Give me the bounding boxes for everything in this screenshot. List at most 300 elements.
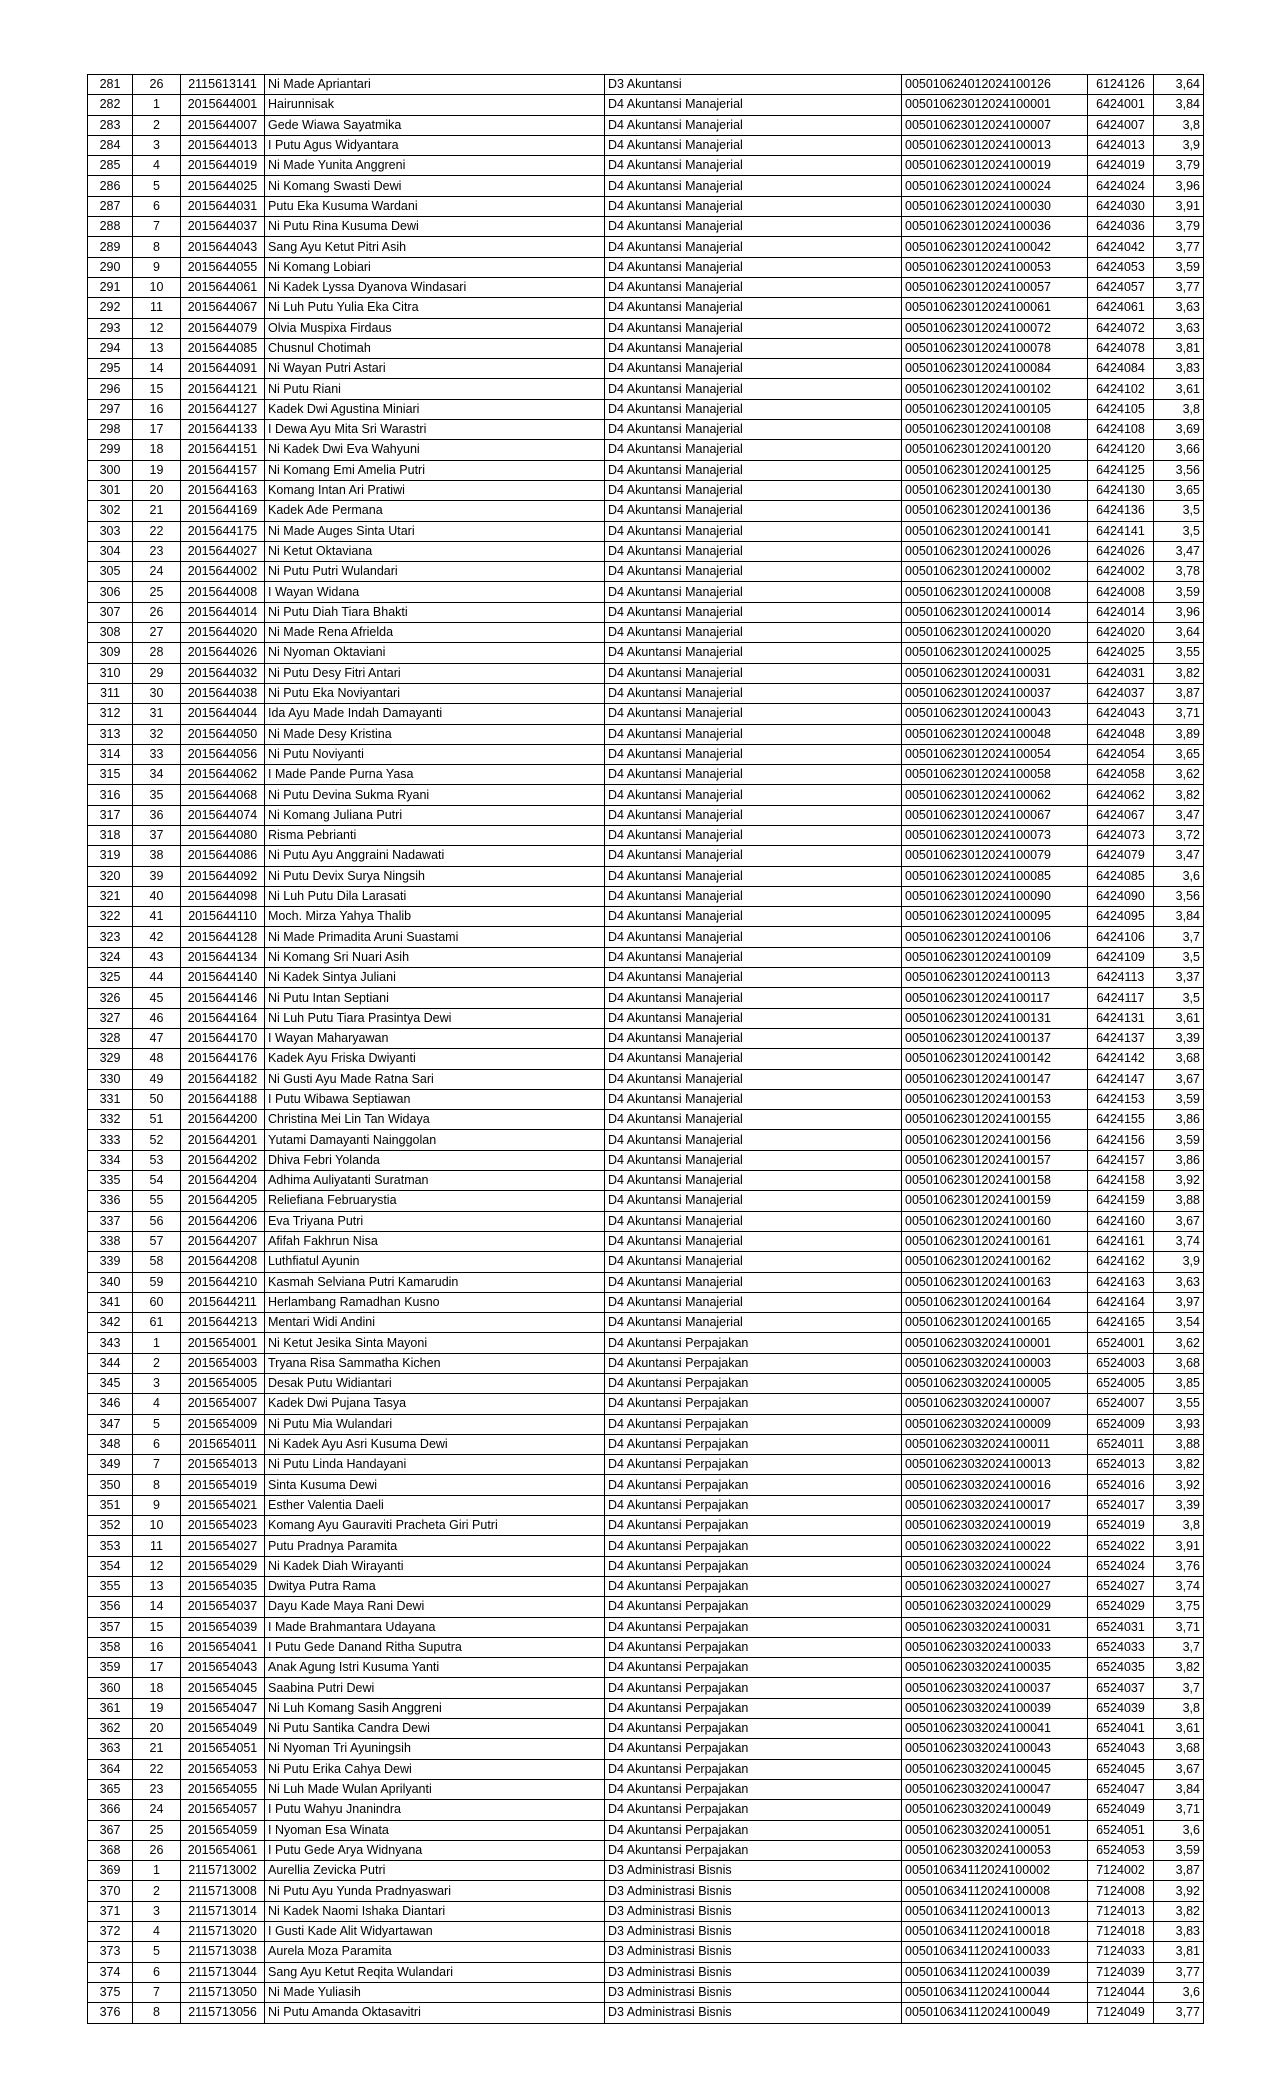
student-name-cell: Putu Eka Kusuma Wardani <box>265 196 605 216</box>
row-number-cell: 322 <box>88 907 133 927</box>
student-id-cell: 2015644121 <box>181 379 265 399</box>
serial-number-cell: 6524024 <box>1088 1556 1154 1576</box>
table-row <box>88 237 1204 257</box>
gpa-cell: 3,65 <box>1154 744 1204 764</box>
student-id-cell: 2015644164 <box>181 1008 265 1028</box>
study-program-cell: D4 Akuntansi Manajerial <box>605 460 902 480</box>
table-row <box>88 1028 1204 1048</box>
student-id-cell: 2015644014 <box>181 602 265 622</box>
serial-number-cell: 6424031 <box>1088 663 1154 683</box>
student-id-cell: 2015644043 <box>181 237 265 257</box>
student-name-cell: I Wayan Widana <box>265 582 605 602</box>
student-id-cell: 2015654051 <box>181 1739 265 1759</box>
gpa-cell: 3,83 <box>1154 1922 1204 1942</box>
row-number-cell: 326 <box>88 988 133 1008</box>
serial-number-cell: 6424162 <box>1088 1252 1154 1272</box>
serial-number-cell: 6424085 <box>1088 866 1154 886</box>
study-program-cell: D4 Akuntansi Manajerial <box>605 947 902 967</box>
certificate-number-cell: 005010623012024100008 <box>902 582 1088 602</box>
certificate-number-cell: 005010623032024100039 <box>902 1698 1088 1718</box>
group-number-cell: 31 <box>133 704 181 724</box>
student-id-cell: 2015654041 <box>181 1637 265 1657</box>
gpa-cell: 3,68 <box>1154 1739 1204 1759</box>
table-row <box>88 1881 1204 1901</box>
study-program-cell: D3 Administrasi Bisnis <box>605 2003 902 2023</box>
group-number-cell: 12 <box>133 318 181 338</box>
student-name-cell: Ni Putu Ayu Anggraini Nadawati <box>265 846 605 866</box>
student-id-cell: 2015644133 <box>181 420 265 440</box>
study-program-cell: D4 Akuntansi Manajerial <box>605 1008 902 1028</box>
certificate-number-cell: 005010634112024100033 <box>902 1942 1088 1962</box>
row-number-cell: 347 <box>88 1414 133 1434</box>
study-program-cell: D4 Akuntansi Manajerial <box>605 480 902 500</box>
certificate-number-cell: 005010623012024100131 <box>902 1008 1088 1028</box>
gpa-cell: 3,63 <box>1154 298 1204 318</box>
student-name-cell: I Wayan Maharyawan <box>265 1028 605 1048</box>
serial-number-cell: 6524035 <box>1088 1658 1154 1678</box>
certificate-number-cell: 005010623032024100022 <box>902 1536 1088 1556</box>
table-row <box>88 420 1204 440</box>
study-program-cell: D4 Akuntansi Manajerial <box>605 623 902 643</box>
gpa-cell: 3,55 <box>1154 643 1204 663</box>
student-id-cell: 2015644128 <box>181 927 265 947</box>
group-number-cell: 15 <box>133 379 181 399</box>
group-number-cell: 13 <box>133 338 181 358</box>
student-id-cell: 2015644031 <box>181 196 265 216</box>
student-name-cell: Ni Putu Eka Noviyantari <box>265 683 605 703</box>
student-name-cell: I Made Brahmantara Udayana <box>265 1617 605 1637</box>
group-number-cell: 1 <box>133 1333 181 1353</box>
student-name-cell: I Putu Wahyu Jnanindra <box>265 1800 605 1820</box>
student-name-cell: Ni Kadek Naomi Ishaka Diantari <box>265 1901 605 1921</box>
student-id-cell: 2015654045 <box>181 1678 265 1698</box>
table-row <box>88 683 1204 703</box>
group-number-cell: 22 <box>133 1759 181 1779</box>
student-id-cell: 2015654005 <box>181 1374 265 1394</box>
group-number-cell: 29 <box>133 663 181 683</box>
serial-number-cell: 6424155 <box>1088 1110 1154 1130</box>
student-id-cell: 2115713056 <box>181 2003 265 2023</box>
gpa-cell: 3,78 <box>1154 562 1204 582</box>
study-program-cell: D4 Akuntansi Perpajakan <box>605 1739 902 1759</box>
serial-number-cell: 6424157 <box>1088 1150 1154 1170</box>
row-number-cell: 318 <box>88 825 133 845</box>
serial-number-cell: 6524045 <box>1088 1759 1154 1779</box>
serial-number-cell: 6424113 <box>1088 968 1154 988</box>
serial-number-cell: 6424014 <box>1088 602 1154 622</box>
student-name-cell: Saabina Putri Dewi <box>265 1678 605 1698</box>
row-number-cell: 334 <box>88 1150 133 1170</box>
table-row <box>88 541 1204 561</box>
serial-number-cell: 6524003 <box>1088 1353 1154 1373</box>
study-program-cell: D4 Akuntansi Manajerial <box>605 237 902 257</box>
student-id-cell: 2015644175 <box>181 521 265 541</box>
gpa-cell: 3,7 <box>1154 927 1204 947</box>
serial-number-cell: 6524011 <box>1088 1434 1154 1454</box>
study-program-cell: D4 Akuntansi Perpajakan <box>605 1434 902 1454</box>
gpa-cell: 3,6 <box>1154 1982 1204 2002</box>
student-name-cell: Reliefiana Februarystia <box>265 1191 605 1211</box>
gpa-cell: 3,92 <box>1154 1171 1204 1191</box>
table-row <box>88 1455 1204 1475</box>
group-number-cell: 11 <box>133 298 181 318</box>
group-number-cell: 54 <box>133 1171 181 1191</box>
student-name-cell: Ni Kadek Lyssa Dyanova Windasari <box>265 277 605 297</box>
table-row <box>88 886 1204 906</box>
student-id-cell: 2115713050 <box>181 1982 265 2002</box>
table-row <box>88 927 1204 947</box>
study-program-cell: D4 Akuntansi Manajerial <box>605 176 902 196</box>
study-program-cell: D4 Akuntansi Manajerial <box>605 501 902 521</box>
gpa-cell: 3,69 <box>1154 420 1204 440</box>
student-id-cell: 2115713014 <box>181 1901 265 1921</box>
row-number-cell: 376 <box>88 2003 133 2023</box>
row-number-cell: 297 <box>88 399 133 419</box>
table-row <box>88 1922 1204 1942</box>
gpa-cell: 3,8 <box>1154 1516 1204 1536</box>
study-program-cell: D4 Akuntansi Manajerial <box>605 196 902 216</box>
study-program-cell: D4 Akuntansi Perpajakan <box>605 1374 902 1394</box>
row-number-cell: 287 <box>88 196 133 216</box>
study-program-cell: D4 Akuntansi Manajerial <box>605 643 902 663</box>
student-name-cell: Ni Nyoman Oktaviani <box>265 643 605 663</box>
gpa-cell: 3,91 <box>1154 1536 1204 1556</box>
row-number-cell: 362 <box>88 1719 133 1739</box>
student-name-cell: Dayu Kade Maya Rani Dewi <box>265 1597 605 1617</box>
row-number-cell: 303 <box>88 521 133 541</box>
gpa-cell: 3,75 <box>1154 1597 1204 1617</box>
table-row <box>88 1658 1204 1678</box>
serial-number-cell: 6424078 <box>1088 338 1154 358</box>
student-id-cell: 2015644027 <box>181 541 265 561</box>
gpa-cell: 3,59 <box>1154 257 1204 277</box>
study-program-cell: D4 Akuntansi Manajerial <box>605 968 902 988</box>
study-program-cell: D3 Administrasi Bisnis <box>605 1861 902 1881</box>
certificate-number-cell: 005010623012024100062 <box>902 785 1088 805</box>
certificate-number-cell: 005010623012024100160 <box>902 1211 1088 1231</box>
study-program-cell: D4 Akuntansi Perpajakan <box>605 1637 902 1657</box>
certificate-number-cell: 005010634112024100049 <box>902 2003 1088 2023</box>
student-id-cell: 2015644157 <box>181 460 265 480</box>
serial-number-cell: 6524016 <box>1088 1475 1154 1495</box>
student-name-cell: Anak Agung Istri Kusuma Yanti <box>265 1658 605 1678</box>
group-number-cell: 27 <box>133 623 181 643</box>
certificate-number-cell: 005010623032024100033 <box>902 1637 1088 1657</box>
group-number-cell: 12 <box>133 1556 181 1576</box>
serial-number-cell: 6424160 <box>1088 1211 1154 1231</box>
serial-number-cell: 6524053 <box>1088 1840 1154 1860</box>
serial-number-cell: 6424026 <box>1088 541 1154 561</box>
student-name-cell: I Made Pande Purna Yasa <box>265 765 605 785</box>
student-id-cell: 2015644202 <box>181 1150 265 1170</box>
row-number-cell: 307 <box>88 602 133 622</box>
study-program-cell: D4 Akuntansi Manajerial <box>605 907 902 927</box>
gpa-cell: 3,83 <box>1154 359 1204 379</box>
table-row <box>88 359 1204 379</box>
student-id-cell: 2015654011 <box>181 1434 265 1454</box>
table-row <box>88 379 1204 399</box>
group-number-cell: 7 <box>133 1982 181 2002</box>
document-sheet <box>87 74 1203 2024</box>
study-program-cell: D3 Akuntansi <box>605 75 902 95</box>
student-id-cell: 2015644091 <box>181 359 265 379</box>
student-name-cell: Ni Luh Komang Sasih Anggreni <box>265 1698 605 1718</box>
serial-number-cell: 6424158 <box>1088 1171 1154 1191</box>
row-number-cell: 371 <box>88 1901 133 1921</box>
table-row <box>88 1475 1204 1495</box>
table-row <box>88 582 1204 602</box>
group-number-cell: 56 <box>133 1211 181 1231</box>
row-number-cell: 354 <box>88 1556 133 1576</box>
certificate-number-cell: 005010623012024100130 <box>902 480 1088 500</box>
certificate-number-cell: 005010623012024100155 <box>902 1110 1088 1130</box>
group-number-cell: 8 <box>133 1475 181 1495</box>
gpa-cell: 3,62 <box>1154 1333 1204 1353</box>
table-row <box>88 440 1204 460</box>
table-row <box>88 1434 1204 1454</box>
serial-number-cell: 6424054 <box>1088 744 1154 764</box>
gpa-cell: 3,77 <box>1154 2003 1204 2023</box>
table-row <box>88 521 1204 541</box>
gpa-cell: 3,66 <box>1154 440 1204 460</box>
study-program-cell: D4 Akuntansi Perpajakan <box>605 1840 902 1860</box>
student-id-cell: 2015644086 <box>181 846 265 866</box>
gpa-cell: 3,96 <box>1154 176 1204 196</box>
gpa-cell: 3,79 <box>1154 156 1204 176</box>
group-number-cell: 13 <box>133 1576 181 1596</box>
student-id-cell: 2015644080 <box>181 825 265 845</box>
gpa-cell: 3,68 <box>1154 1353 1204 1373</box>
student-id-cell: 2015644134 <box>181 947 265 967</box>
certificate-number-cell: 005010623012024100095 <box>902 907 1088 927</box>
student-id-cell: 2015644050 <box>181 724 265 744</box>
group-number-cell: 43 <box>133 947 181 967</box>
certificate-number-cell: 005010623012024100030 <box>902 196 1088 216</box>
table-row <box>88 196 1204 216</box>
table-row <box>88 176 1204 196</box>
student-id-cell: 2115713002 <box>181 1861 265 1881</box>
row-number-cell: 313 <box>88 724 133 744</box>
row-number-cell: 317 <box>88 805 133 825</box>
gpa-cell: 3,6 <box>1154 1820 1204 1840</box>
student-id-cell: 2015644204 <box>181 1171 265 1191</box>
group-number-cell: 53 <box>133 1150 181 1170</box>
study-program-cell: D4 Akuntansi Perpajakan <box>605 1800 902 1820</box>
study-program-cell: D4 Akuntansi Perpajakan <box>605 1698 902 1718</box>
gpa-cell: 3,5 <box>1154 501 1204 521</box>
study-program-cell: D4 Akuntansi Manajerial <box>605 521 902 541</box>
table-row <box>88 1353 1204 1373</box>
certificate-number-cell: 005010623012024100162 <box>902 1252 1088 1272</box>
table-row <box>88 1637 1204 1657</box>
group-number-cell: 46 <box>133 1008 181 1028</box>
study-program-cell: D4 Akuntansi Perpajakan <box>605 1678 902 1698</box>
group-number-cell: 23 <box>133 541 181 561</box>
student-name-cell: Dhiva Febri Yolanda <box>265 1150 605 1170</box>
serial-number-cell: 6424141 <box>1088 521 1154 541</box>
study-program-cell: D4 Akuntansi Manajerial <box>605 663 902 683</box>
serial-number-cell: 6424008 <box>1088 582 1154 602</box>
gpa-cell: 3,64 <box>1154 75 1204 95</box>
student-name-cell: Ni Gusti Ayu Made Ratna Sari <box>265 1069 605 1089</box>
gpa-cell: 3,76 <box>1154 1556 1204 1576</box>
table-row <box>88 825 1204 845</box>
certificate-number-cell: 005010623012024100085 <box>902 866 1088 886</box>
certificate-number-cell: 005010623012024100079 <box>902 846 1088 866</box>
student-id-cell: 2115713038 <box>181 1942 265 1962</box>
serial-number-cell: 6424137 <box>1088 1028 1154 1048</box>
table-row <box>88 1272 1204 1292</box>
gpa-cell: 3,39 <box>1154 1028 1204 1048</box>
gpa-cell: 3,64 <box>1154 623 1204 643</box>
table-row <box>88 1171 1204 1191</box>
study-program-cell: D4 Akuntansi Manajerial <box>605 886 902 906</box>
student-id-cell: 2015654047 <box>181 1698 265 1718</box>
study-program-cell: D4 Akuntansi Perpajakan <box>605 1556 902 1576</box>
study-program-cell: D4 Akuntansi Manajerial <box>605 541 902 561</box>
table-row <box>88 1536 1204 1556</box>
study-program-cell: D4 Akuntansi Perpajakan <box>605 1495 902 1515</box>
certificate-number-cell: 005010623032024100005 <box>902 1374 1088 1394</box>
study-program-cell: D4 Akuntansi Manajerial <box>605 440 902 460</box>
table-body <box>88 75 1204 2024</box>
certificate-number-cell: 005010623012024100164 <box>902 1292 1088 1312</box>
row-number-cell: 327 <box>88 1008 133 1028</box>
student-id-cell: 2015654007 <box>181 1394 265 1414</box>
row-number-cell: 320 <box>88 866 133 886</box>
group-number-cell: 38 <box>133 846 181 866</box>
group-number-cell: 41 <box>133 907 181 927</box>
row-number-cell: 293 <box>88 318 133 338</box>
table-row <box>88 1211 1204 1231</box>
certificate-number-cell: 005010623012024100102 <box>902 379 1088 399</box>
gpa-cell: 3,87 <box>1154 1861 1204 1881</box>
gpa-cell: 3,82 <box>1154 663 1204 683</box>
study-program-cell: D4 Akuntansi Manajerial <box>605 927 902 947</box>
student-id-cell: 2015654029 <box>181 1556 265 1576</box>
group-number-cell: 6 <box>133 1434 181 1454</box>
student-name-cell: Eva Triyana Putri <box>265 1211 605 1231</box>
study-program-cell: D4 Akuntansi Manajerial <box>605 359 902 379</box>
study-program-cell: D4 Akuntansi Perpajakan <box>605 1455 902 1475</box>
group-number-cell: 28 <box>133 643 181 663</box>
study-program-cell: D4 Akuntansi Manajerial <box>605 1150 902 1170</box>
row-number-cell: 373 <box>88 1942 133 1962</box>
serial-number-cell: 6424025 <box>1088 643 1154 663</box>
student-id-cell: 2015654013 <box>181 1455 265 1475</box>
group-number-cell: 37 <box>133 825 181 845</box>
serial-number-cell: 7124013 <box>1088 1901 1154 1921</box>
row-number-cell: 285 <box>88 156 133 176</box>
student-name-cell: Ni Komang Sri Nuari Asih <box>265 947 605 967</box>
certificate-number-cell: 005010624012024100126 <box>902 75 1088 95</box>
certificate-number-cell: 005010623032024100043 <box>902 1739 1088 1759</box>
certificate-number-cell: 005010623012024100108 <box>902 420 1088 440</box>
group-number-cell: 20 <box>133 480 181 500</box>
group-number-cell: 26 <box>133 75 181 95</box>
table-row <box>88 156 1204 176</box>
study-program-cell: D4 Akuntansi Manajerial <box>605 298 902 318</box>
row-number-cell: 284 <box>88 135 133 155</box>
serial-number-cell: 6424147 <box>1088 1069 1154 1089</box>
certificate-number-cell: 005010623012024100078 <box>902 338 1088 358</box>
gpa-cell: 3,85 <box>1154 1374 1204 1394</box>
certificate-number-cell: 005010623012024100043 <box>902 704 1088 724</box>
table-row <box>88 1110 1204 1130</box>
student-id-cell: 2015644013 <box>181 135 265 155</box>
study-program-cell: D4 Akuntansi Manajerial <box>605 217 902 237</box>
study-program-cell: D4 Akuntansi Perpajakan <box>605 1617 902 1637</box>
row-number-cell: 338 <box>88 1231 133 1251</box>
certificate-number-cell: 005010623032024100007 <box>902 1394 1088 1414</box>
student-name-cell: Ni Luh Made Wulan Aprilyanti <box>265 1779 605 1799</box>
student-id-cell: 2015644007 <box>181 115 265 135</box>
student-id-cell: 2015644008 <box>181 582 265 602</box>
student-id-cell: 2015654035 <box>181 1576 265 1596</box>
gpa-cell: 3,81 <box>1154 338 1204 358</box>
student-id-cell: 2015644182 <box>181 1069 265 1089</box>
group-number-cell: 17 <box>133 1658 181 1678</box>
group-number-cell: 22 <box>133 521 181 541</box>
certificate-number-cell: 005010623012024100109 <box>902 947 1088 967</box>
table-row <box>88 480 1204 500</box>
study-program-cell: D4 Akuntansi Manajerial <box>605 1110 902 1130</box>
table-row <box>88 947 1204 967</box>
study-program-cell: D4 Akuntansi Manajerial <box>605 1028 902 1048</box>
student-name-cell: Sang Ayu Ketut Pitri Asih <box>265 237 605 257</box>
certificate-number-cell: 005010623012024100002 <box>902 562 1088 582</box>
student-name-cell: Ni Putu Diah Tiara Bhakti <box>265 602 605 622</box>
student-name-cell: Ni Putu Desy Fitri Antari <box>265 663 605 683</box>
study-program-cell: D3 Administrasi Bisnis <box>605 1881 902 1901</box>
certificate-number-cell: 005010634112024100039 <box>902 1962 1088 1982</box>
student-name-cell: Ni Made Yuliasih <box>265 1982 605 2002</box>
certificate-number-cell: 005010623012024100136 <box>902 501 1088 521</box>
table-row <box>88 724 1204 744</box>
table-row <box>88 1901 1204 1921</box>
gpa-cell: 3,65 <box>1154 480 1204 500</box>
table-row <box>88 1779 1204 1799</box>
student-name-cell: Gede Wiawa Sayatmika <box>265 115 605 135</box>
group-number-cell: 9 <box>133 257 181 277</box>
row-number-cell: 324 <box>88 947 133 967</box>
group-number-cell: 5 <box>133 176 181 196</box>
row-number-cell: 351 <box>88 1495 133 1515</box>
serial-number-cell: 6424090 <box>1088 886 1154 906</box>
row-number-cell: 345 <box>88 1374 133 1394</box>
table-row <box>88 460 1204 480</box>
row-number-cell: 339 <box>88 1252 133 1272</box>
gpa-cell: 3,59 <box>1154 1840 1204 1860</box>
certificate-number-cell: 005010623032024100053 <box>902 1840 1088 1860</box>
group-number-cell: 57 <box>133 1231 181 1251</box>
gpa-cell: 3,62 <box>1154 765 1204 785</box>
gpa-cell: 3,63 <box>1154 1272 1204 1292</box>
gpa-cell: 3,5 <box>1154 988 1204 1008</box>
certificate-number-cell: 005010634112024100013 <box>902 1901 1088 1921</box>
row-number-cell: 286 <box>88 176 133 196</box>
study-program-cell: D4 Akuntansi Manajerial <box>605 825 902 845</box>
student-name-cell: Ni Kadek Ayu Asri Kusuma Dewi <box>265 1434 605 1454</box>
student-name-cell: Moch. Mirza Yahya Thalib <box>265 907 605 927</box>
certificate-number-cell: 005010623012024100031 <box>902 663 1088 683</box>
student-id-cell: 2015644176 <box>181 1049 265 1069</box>
student-name-cell: Ni Komang Emi Amelia Putri <box>265 460 605 480</box>
student-name-cell: I Putu Wibawa Septiawan <box>265 1089 605 1109</box>
student-id-cell: 2015644019 <box>181 156 265 176</box>
student-id-cell: 2015654021 <box>181 1495 265 1515</box>
student-name-cell: Tryana Risa Sammatha Kichen <box>265 1353 605 1373</box>
